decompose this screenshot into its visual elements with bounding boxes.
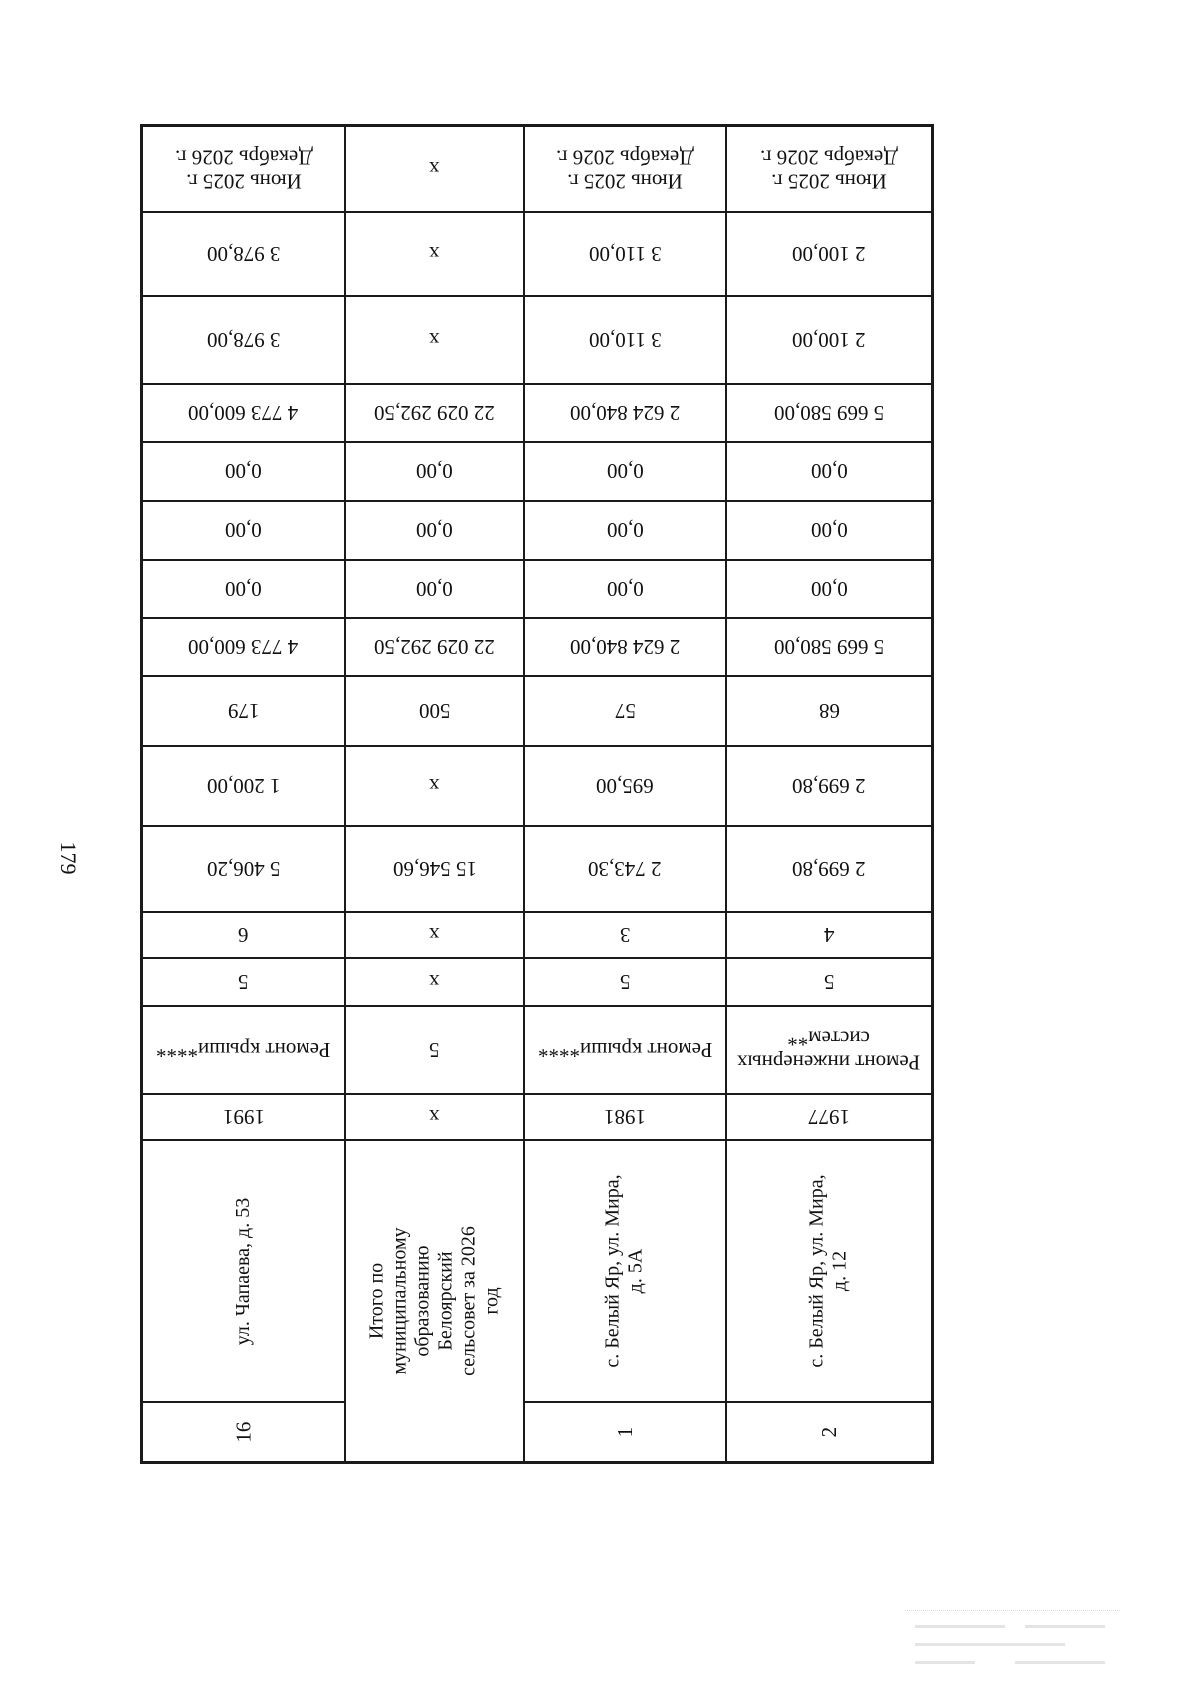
cell-text: 0,00	[810, 459, 848, 484]
cell-text: 22 029 292,50	[374, 635, 495, 660]
cell-text: 2 100,00	[792, 328, 866, 353]
cell-text: 5	[238, 970, 249, 995]
cell-text: 1977	[808, 1105, 850, 1130]
cell-text: с. Белый Яр, ул. Мира, д. 5А	[601, 1174, 647, 1368]
cell-address	[726, 1140, 932, 1402]
cell-text: 0,00	[606, 518, 644, 543]
cell-text: х	[429, 157, 440, 182]
cell-text: 0,00	[416, 459, 453, 484]
cell-text: 0,00	[225, 518, 262, 543]
cell-text: 6	[238, 923, 249, 948]
cell-c11	[345, 560, 524, 618]
cell-text: 4	[823, 923, 835, 948]
cell-c16	[345, 212, 524, 296]
cell-work-type	[142, 1006, 345, 1094]
cell-text: х	[429, 328, 440, 353]
cell-c12	[524, 501, 726, 560]
cell-c13	[726, 442, 932, 501]
cell-c12	[142, 501, 345, 560]
cell-c7	[345, 826, 524, 912]
cell-address	[142, 1140, 345, 1402]
cell-text: 2 100,00	[792, 242, 866, 267]
cell-text: 68	[818, 699, 840, 724]
faint-stamp-mark	[905, 1610, 1120, 1681]
cell-text: 2 624 840,00	[569, 635, 681, 660]
cell-c9	[524, 676, 726, 746]
cell-text: 2 699,80	[792, 857, 866, 882]
cell-c15	[524, 296, 726, 384]
cell-text: Итого по муниципальному образованию Белоярский сельсовет за 2026 год	[365, 1226, 503, 1376]
cell-c13	[524, 442, 726, 501]
cell-text: 179	[227, 699, 260, 724]
cell-c14	[142, 384, 345, 442]
cell-period	[524, 126, 726, 212]
cell-c5	[142, 958, 345, 1006]
cell-text: 1	[612, 1426, 637, 1438]
cell-c16	[142, 212, 345, 296]
cell-text: 16	[231, 1421, 256, 1443]
cell-year	[345, 1094, 524, 1140]
cell-text: 0,00	[606, 577, 644, 602]
cell-address	[345, 1140, 524, 1462]
cell-text: 3	[619, 923, 631, 948]
cell-c9	[345, 676, 524, 746]
cell-text: 0,00	[416, 518, 453, 543]
cell-c6	[142, 912, 345, 958]
cell-c14	[726, 384, 932, 442]
repair-schedule-table	[140, 124, 934, 1464]
cell-text: Июнь 2025 г. Декабрь 2026 г.	[556, 145, 694, 194]
cell-c8	[142, 746, 345, 826]
cell-c16	[524, 212, 726, 296]
cell-c13	[142, 442, 345, 501]
cell-year	[726, 1094, 932, 1140]
cell-text: Ремонт инженерных систем**	[737, 1026, 921, 1075]
cell-text: Ремонт крыши****	[537, 1038, 713, 1063]
cell-c10	[142, 618, 345, 676]
cell-text: Июнь 2025 г. Декабрь 2026 г.	[760, 145, 898, 194]
cell-text: 1981	[604, 1105, 646, 1130]
cell-c9	[142, 676, 345, 746]
cell-text: 0,00	[810, 577, 848, 602]
cell-index	[142, 1402, 345, 1462]
cell-text: с. Белый Яр, ул. Мира, д. 12	[805, 1174, 851, 1368]
cell-c8	[524, 746, 726, 826]
cell-text: Июнь 2025 г. Декабрь 2026 г.	[174, 145, 313, 194]
cell-text: 500	[418, 699, 451, 724]
cell-c11	[726, 560, 932, 618]
cell-text: 15 546,60	[392, 857, 477, 882]
cell-c7	[726, 826, 932, 912]
cell-text: 695,00	[596, 774, 654, 799]
cell-c11	[142, 560, 345, 618]
cell-text: 2 743,30	[588, 857, 662, 882]
cell-c12	[726, 501, 932, 560]
cell-text: х	[429, 923, 440, 948]
cell-c7	[524, 826, 726, 912]
cell-text: 22 029 292,50	[374, 401, 495, 426]
cell-text: 5 669 580,00	[773, 635, 885, 660]
cell-c15	[345, 296, 524, 384]
cell-work-type	[726, 1006, 932, 1094]
cell-text: х	[429, 774, 440, 799]
cell-period	[142, 126, 345, 212]
cell-text: ул. Чапаева, д. 53	[232, 1197, 254, 1345]
cell-c6	[524, 912, 726, 958]
cell-c10	[345, 618, 524, 676]
cell-c16	[726, 212, 932, 296]
cell-text: 3 110,00	[588, 242, 662, 267]
cell-c10	[726, 618, 932, 676]
cell-text: х	[429, 1105, 440, 1130]
cell-c8	[345, 746, 524, 826]
cell-period	[726, 126, 932, 212]
cell-year	[524, 1094, 726, 1140]
cell-text: 57	[614, 699, 636, 724]
cell-c5	[524, 958, 726, 1006]
cell-text: 5	[619, 970, 631, 995]
cell-text: 0,00	[225, 459, 262, 484]
cell-c14	[524, 384, 726, 442]
cell-c12	[345, 501, 524, 560]
cell-text: 0,00	[810, 518, 848, 543]
cell-text: 2	[816, 1426, 841, 1438]
cell-text: 3 110,00	[588, 328, 662, 353]
cell-address	[524, 1140, 726, 1402]
page-number: 179	[56, 841, 81, 875]
cell-c6	[726, 912, 932, 958]
cell-text: 0,00	[416, 577, 453, 602]
cell-c6	[345, 912, 524, 958]
cell-index	[524, 1402, 726, 1462]
cell-text: 3 978,00	[206, 328, 281, 353]
cell-c5	[345, 958, 524, 1006]
cell-text: 1 200,00	[206, 774, 281, 799]
cell-text: 1991	[222, 1105, 265, 1130]
cell-text: 4 773 600,00	[188, 401, 299, 426]
cell-text: 3 978,00	[206, 242, 281, 267]
cell-index	[726, 1402, 932, 1462]
cell-c11	[524, 560, 726, 618]
cell-work-type	[524, 1006, 726, 1094]
cell-text: х	[429, 242, 440, 267]
cell-text: 4 773 600,00	[188, 635, 299, 660]
cell-text: 5 406,20	[206, 857, 281, 882]
cell-text: 2 624 840,00	[569, 401, 681, 426]
cell-year	[142, 1094, 345, 1140]
cell-text: Ремонт крыши****	[156, 1038, 331, 1063]
cell-c7	[142, 826, 345, 912]
cell-work-type	[345, 1006, 524, 1094]
cell-text: 0,00	[606, 459, 644, 484]
cell-text: х	[429, 970, 440, 995]
cell-text: 5 669 580,00	[773, 401, 885, 426]
cell-text: 5	[823, 970, 835, 995]
cell-c13	[345, 442, 524, 501]
cell-text: 2 699,80	[792, 774, 866, 799]
cell-c5	[726, 958, 932, 1006]
cell-c8	[726, 746, 932, 826]
cell-text: 5	[429, 1038, 440, 1063]
cell-c9	[726, 676, 932, 746]
cell-c10	[524, 618, 726, 676]
cell-c14	[345, 384, 524, 442]
cell-c15	[726, 296, 932, 384]
cell-text: 0,00	[225, 577, 262, 602]
cell-c15	[142, 296, 345, 384]
cell-period	[345, 126, 524, 212]
